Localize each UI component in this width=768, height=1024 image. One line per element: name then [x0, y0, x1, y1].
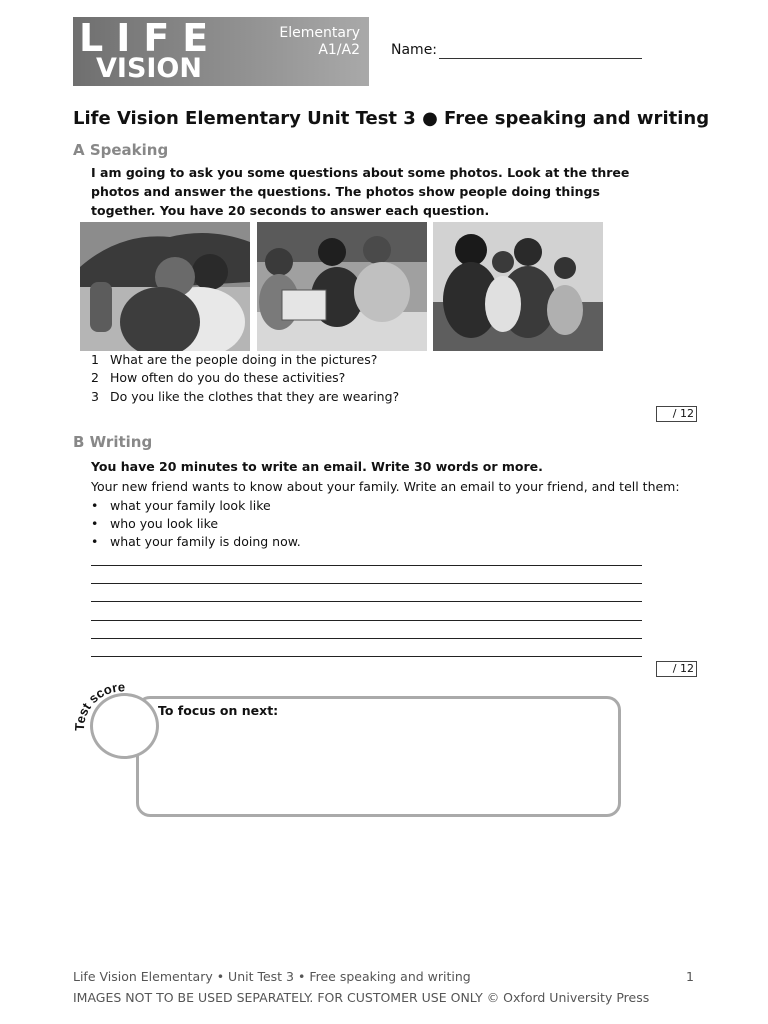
photo-family-sofa [433, 222, 603, 351]
speaking-question-1: 1 What are the people doing in the pictures? [91, 352, 378, 367]
level-code: A1/A2 [318, 42, 360, 58]
level-label [279, 25, 360, 59]
writing-prompt: Your new friend wants to know about your family. Write an email to your friend, and tell them: [91, 479, 680, 494]
speaking-question-3: 3 Do you like the clothes that they are wearing? [91, 389, 400, 404]
footer-copyright: IMAGES NOT TO BE USED SEPARATELY. FOR CUSTOMER USE ONLY © Oxford University Press [73, 990, 650, 1005]
writing-line-5[interactable] [91, 638, 642, 639]
writing-line-3[interactable] [91, 601, 642, 602]
svg-text:Test score: Test score [71, 679, 126, 732]
writing-bullet-2: • who you look like [91, 516, 219, 531]
page-number: 1 [686, 969, 694, 984]
speaking-instruction: I am going to ask you some questions about some photos. Look at the three photos and answer the questions. The photos show people doing things together. You have 20 seconds to answer each question. [91, 165, 630, 218]
name-field-line[interactable] [439, 58, 642, 59]
writing-bullet-1: • what your family look like [91, 498, 271, 513]
logo-vision-text: VISION [96, 53, 202, 84]
footer-unit-info: Life Vision Elementary • Unit Test 3 • Free speaking and writing [73, 969, 471, 984]
photo-selfie-friends [80, 222, 250, 351]
photo-students-laptop [257, 222, 427, 351]
life-vision-logo [73, 17, 369, 86]
writing-bullet-3: • what your family is doing now. [91, 534, 301, 549]
speaking-heading: A Speaking [73, 141, 169, 159]
writing-score-box[interactable]: / 12 [656, 661, 697, 677]
writing-heading: B Writing [73, 433, 153, 451]
writing-line-4[interactable] [91, 620, 642, 621]
document-title: Life Vision Elementary Unit Test 3 ● Free speaking and writing [73, 108, 710, 129]
writing-line-1[interactable] [91, 565, 642, 566]
speaking-score-box[interactable]: / 12 [656, 406, 697, 422]
test-score-arc-label [70, 675, 150, 735]
speaking-question-2: 2 How often do you do these activities? [91, 370, 346, 385]
writing-line-6[interactable] [91, 656, 642, 657]
writing-line-2[interactable] [91, 583, 642, 584]
level-name: Elementary [279, 25, 360, 41]
writing-instruction: You have 20 minutes to write an email. Write 30 words or more. [91, 459, 543, 474]
focus-on-next-label: To focus on next: [158, 703, 279, 718]
logo-life-text: LIFE [79, 17, 222, 60]
name-label: Name: [391, 42, 438, 58]
